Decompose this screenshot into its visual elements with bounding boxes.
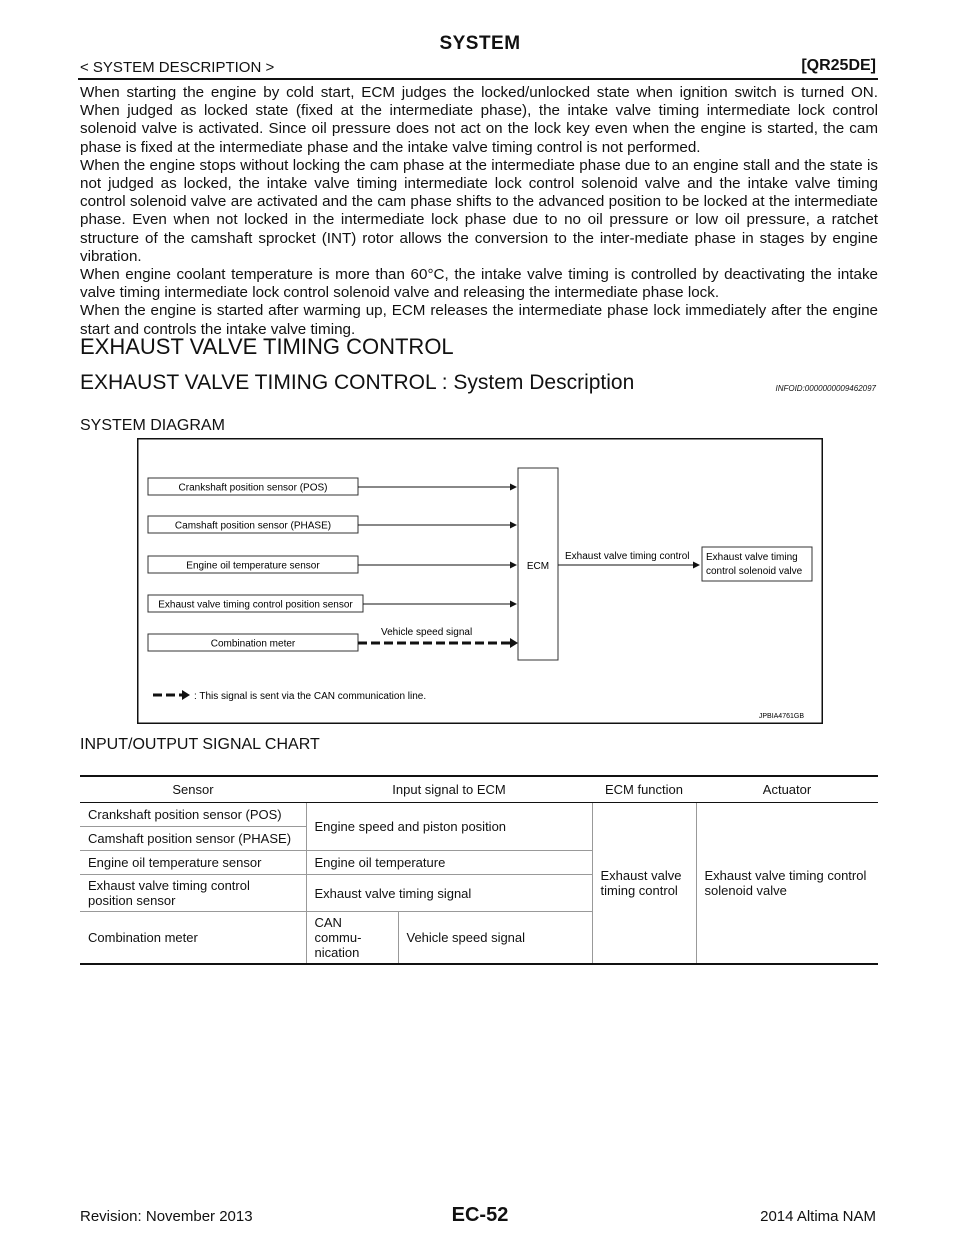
sensor-cell: Camshaft position sensor (PHASE) xyxy=(80,827,306,851)
section-subtitle: EXHAUST VALVE TIMING CONTROL : System Description xyxy=(80,371,635,394)
paragraph: When starting the engine by cold start, ECM judges the locked/unlocked state when ignition switch is turned ON. When judged as locked state (fixed at the intermediate phase), the intake valve timing intermediate lock control solenoid valve is activated. Since oil pressure does not act on the lock key even when the engine is started, the cam phase is fixed at the intermediate phase and the intake valve timing control is not performed. xyxy=(80,84,878,156)
body-text xyxy=(80,84,878,339)
input-label: Exhaust valve timing control position sensor xyxy=(158,599,353,611)
page-number: EC-52 xyxy=(451,1204,509,1226)
actuator-cell: Exhaust valve timing control solenoid valve xyxy=(696,803,878,965)
section-breadcrumb: < SYSTEM DESCRIPTION > xyxy=(80,59,275,76)
diagram-code: JPBIA4761GB xyxy=(758,713,804,720)
signal-chart-table xyxy=(80,775,878,965)
section-title: EXHAUST VALVE TIMING CONTROL xyxy=(80,334,454,359)
table-row xyxy=(80,803,878,827)
signal-cell: Engine speed and piston position xyxy=(306,803,592,851)
paragraph: When the engine stops without locking the cam phase at the intermediate phase due to an engine stall and the state is not judged as locked, the intake valve timing intermediate lock control solenoid valve and the intake valve timing control solenoid valve are activated and the cam phase shifts to the advanced position to be locked at the intermediate phase. Even when not locked in the intermediate lock phase due to no oil pressure or low oil pressure, a ratchet structure of the camshaft sprocket (INT) rotor allows the conversion to the inter-mediate phase in stages by engine vibration. xyxy=(80,156,878,265)
input-box-camshaft xyxy=(148,516,358,533)
can-arrowhead xyxy=(510,638,518,648)
legend-text: : This signal is sent via the CAN communication line. xyxy=(194,691,427,702)
input-label: Camshaft position sensor (PHASE) xyxy=(174,520,332,532)
revision-date: Revision: November 2013 xyxy=(80,1208,253,1225)
input-label: Engine oil temperature sensor xyxy=(186,560,320,572)
output-label: Exhaust valve timing control xyxy=(565,551,690,562)
column-header: Input signal to ECM xyxy=(306,776,592,803)
can-signal-label: Vehicle speed signal xyxy=(381,627,473,638)
via-cell: CAN commu-nication xyxy=(306,912,398,965)
input-box-oil-temp xyxy=(148,556,358,573)
diagram-heading: SYSTEM DIAGRAM xyxy=(80,417,225,434)
input-box-crankshaft xyxy=(148,478,358,495)
function-cell: Exhaust valve timing control xyxy=(592,803,696,965)
input-box-combination-meter xyxy=(148,634,358,651)
chart-heading: INPUT/OUTPUT SIGNAL CHART xyxy=(80,736,320,753)
paragraph: When engine coolant temperature is more than 60°C, the intake valve timing is controlled by deactivating the intake valve timing intermediate lock control solenoid valve and releasing the intermediate phase lock. xyxy=(80,266,878,302)
actuator-label-line1: Exhaust valve timing xyxy=(706,552,798,563)
table-header-row xyxy=(80,776,878,803)
actuator-label-line2: control solenoid valve xyxy=(706,566,803,577)
signal-cell: Exhaust valve timing signal xyxy=(306,875,592,912)
ecm-label: ECM xyxy=(526,561,550,572)
header-rule xyxy=(78,78,878,80)
system-diagram xyxy=(137,438,823,724)
input-box-position-sensor xyxy=(148,595,363,612)
sensor-cell: Exhaust valve timing control position sensor xyxy=(80,875,306,912)
column-header: Actuator xyxy=(696,776,878,803)
column-header: ECM function xyxy=(592,776,696,803)
legend-arrowhead xyxy=(182,690,190,700)
engine-model: [QR25DE] xyxy=(801,57,876,74)
page-title: SYSTEM xyxy=(439,33,521,54)
info-id: INFOID:0000000009462097 xyxy=(775,384,876,393)
input-label: Combination meter xyxy=(210,638,296,650)
sensor-cell: Crankshaft position sensor (POS) xyxy=(80,803,306,827)
column-header: Sensor xyxy=(80,776,306,803)
sensor-cell: Engine oil temperature sensor xyxy=(80,851,306,875)
paragraph: When the engine is started after warming up, ECM releases the intermediate phase lock immediately after the engine start and controls the intake valve timing. xyxy=(80,302,878,338)
vehicle-model: 2014 Altima NAM xyxy=(760,1208,876,1225)
sensor-cell: Combination meter xyxy=(80,912,306,965)
input-label: Crankshaft position sensor (POS) xyxy=(178,482,328,494)
signal-cell: Vehicle speed signal xyxy=(398,912,592,965)
signal-cell: Engine oil temperature xyxy=(306,851,592,875)
